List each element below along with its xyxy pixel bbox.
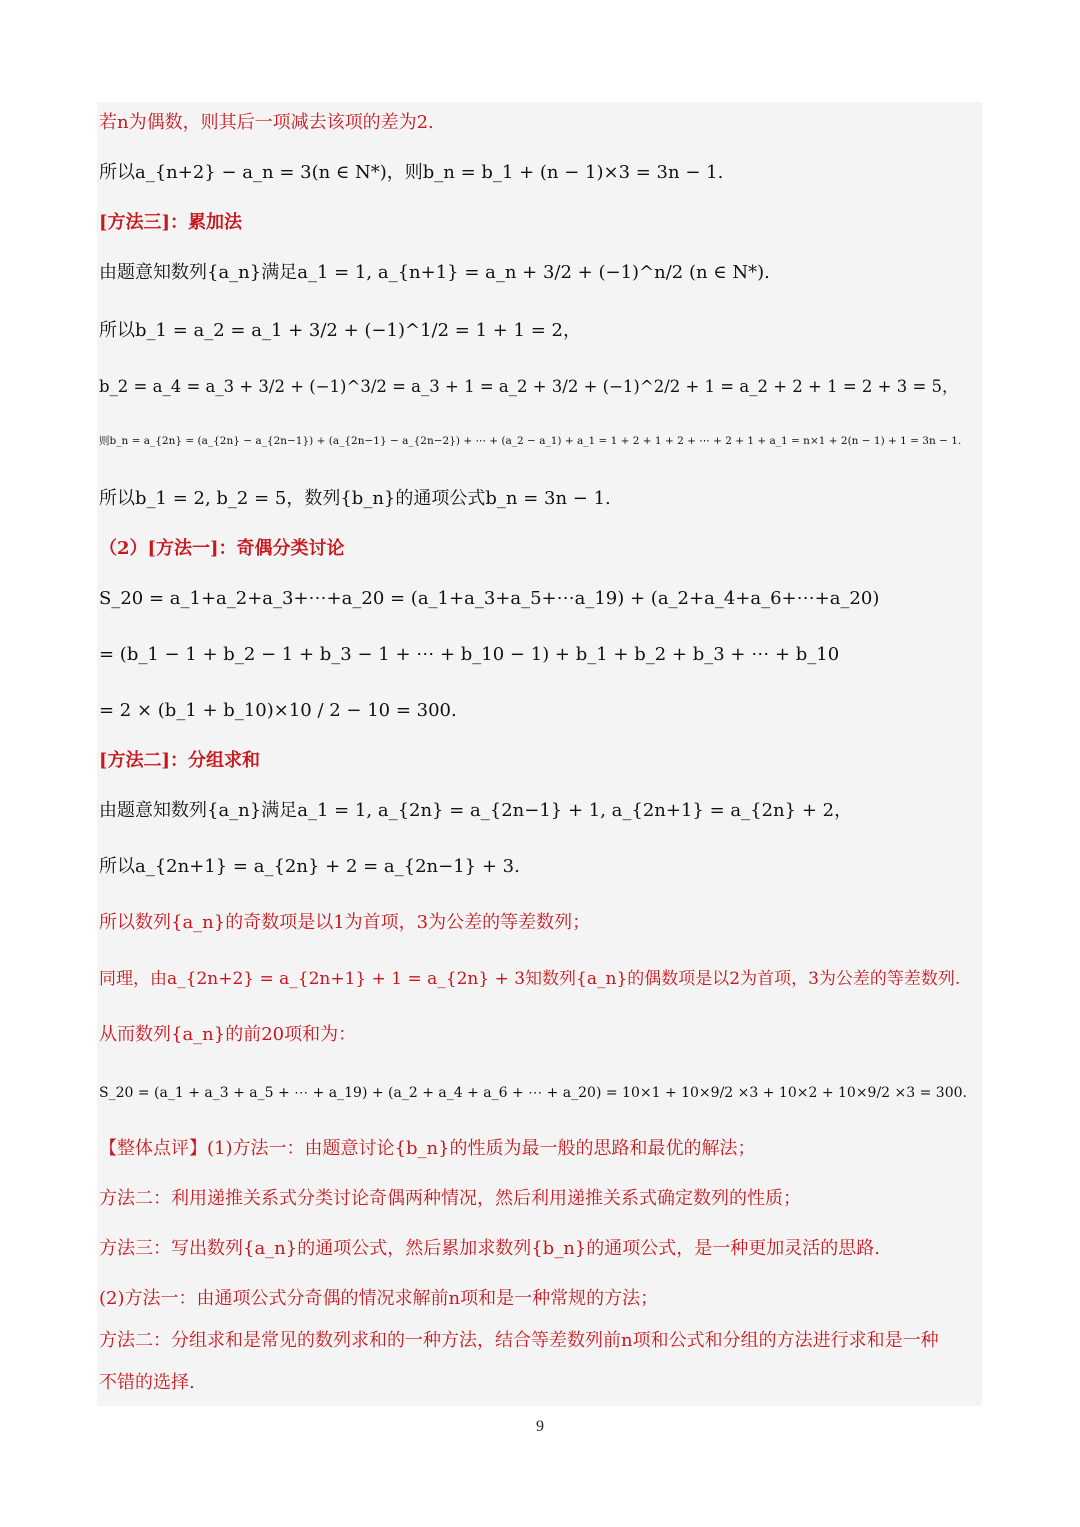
part2-method1-heading: （2）[方法一]：奇偶分类讨论 bbox=[99, 538, 345, 559]
summary-line-22: 方法三：写出数列{a_n}的通项公式，然后累加求数列{b_n}的通项公式，是一种更加灵活的思路. bbox=[99, 1238, 880, 1259]
formula-line-2: 所以a_{n+2} − a_n = 3(n ∈ N*)，则b_n = b_1 + (n − 1)×3 = 3n − 1. bbox=[99, 162, 724, 183]
formula-line-15: 所以a_{2n+1} = a_{2n} + 2 = a_{2n−1} + 3. bbox=[99, 856, 520, 877]
summary-line-24: 方法二：分组求和是常见的数列求和的一种方法，结合等差数列前n项和公式和分组的方法进行求和是一种 bbox=[99, 1330, 939, 1351]
summary-line-25: 不错的选择. bbox=[99, 1372, 195, 1393]
method-heading-13: [方法二]：分组求和 bbox=[99, 750, 261, 771]
text-line-17: 同理，由a_{2n+2} = a_{2n+1} + 1 = a_{2n} + 3知数列{a_n}的偶数项是以2为首项，3为公差的等差数列. bbox=[99, 969, 961, 989]
summary-line-23: (2)方法一：由通项公式分奇偶的情况求解前n项和是一种常规的方法； bbox=[99, 1288, 659, 1309]
formula-line-12: = 2 × (b_1 + b_10)×10 / 2 − 10 = 300. bbox=[99, 700, 457, 721]
formula-line-11: = (b_1 − 1 + b_2 − 1 + b_3 − 1 + ⋯ + b_10 − 1) + b_1 + b_2 + b_3 + ⋯ + b_10 bbox=[99, 644, 840, 665]
formula-line-5: 所以b_1 = a_2 = a_1 + 3/2 + (−1)^1/2 = 1 + 1 = 2， bbox=[99, 320, 581, 341]
method-heading-3: [方法三]：累加法 bbox=[99, 212, 243, 233]
formula-line-4: 由题意知数列{a_n}满足a_1 = 1, a_{n+1} = a_n + 3/2 + (−1)^n/2 (n ∈ N*). bbox=[99, 262, 770, 283]
formula-line-19: S_20 = (a_1 + a_3 + a_5 + ⋯ + a_19) + (a_2 + a_4 + a_6 + ⋯ + a_20) = 10×1 + 10×9/2 ×3 + 10×2 + 10×9/2 ×3 = 300. bbox=[99, 1085, 967, 1101]
text-line-16: 所以数列{a_n}的奇数项是以1为首项，3为公差的等差数列； bbox=[99, 912, 591, 933]
summary-line-20: 【整体点评】(1)方法一：由题意讨论{b_n}的性质为最一般的思路和最优的解法； bbox=[99, 1138, 756, 1159]
page-number: 9 bbox=[536, 1418, 544, 1435]
text-line-1: 若n为偶数，则其后一项减去该项的差为2. bbox=[99, 112, 434, 133]
summary-line-21: 方法二：利用递推关系式分类讨论奇偶两种情况，然后利用递推关系式确定数列的性质； bbox=[99, 1188, 801, 1209]
formula-line-6: b_2 = a_4 = a_3 + 3/2 + (−1)^3/2 = a_3 + 1 = a_2 + 3/2 + (−1)^2/2 + 1 = a_2 + 2 + 1 = 2 + 3 = 5， bbox=[99, 377, 959, 396]
formula-line-7: 则b_n = a_{2n} = (a_{2n} − a_{2n−1}) + (a_{2n−1} − a_{2n−2}) + ⋯ + (a_2 − a_1) + a_1 = 1 + 2 + 1 + 2 + ⋯ + 2 + 1 + a_1 = n×1 + 2(n − 1) + 1 = 3n − 1. bbox=[99, 435, 962, 447]
formula-line-10: S_20 = a_1+a_2+a_3+⋯+a_20 = (a_1+a_3+a_5+⋯a_19) + (a_2+a_4+a_6+⋯+a_20) bbox=[99, 588, 880, 609]
text-line-18: 从而数列{a_n}的前20项和为： bbox=[99, 1024, 357, 1045]
formula-line-8: 所以b_1 = 2, b_2 = 5，数列{b_n}的通项公式b_n = 3n − 1. bbox=[99, 488, 611, 509]
formula-line-14: 由题意知数列{a_n}满足a_1 = 1, a_{2n} = a_{2n−1} + 1, a_{2n+1} = a_{2n} + 2， bbox=[99, 800, 853, 821]
